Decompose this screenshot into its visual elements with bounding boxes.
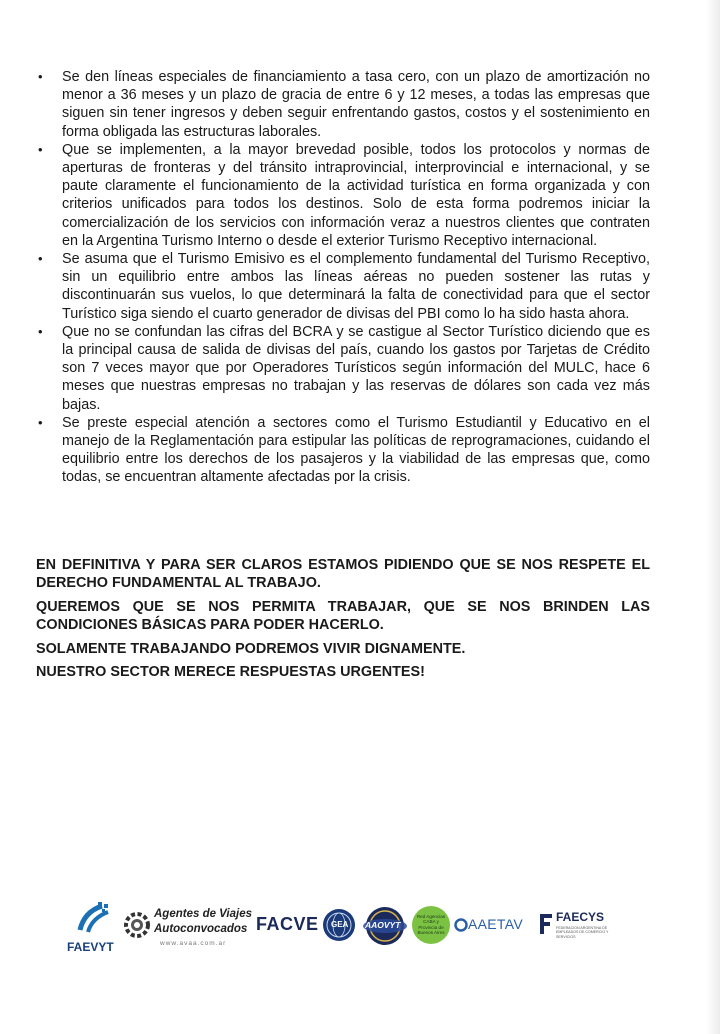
faecys-subtitle: FEDERACION ARGENTINA DE EMPLEADOS DE COMERCIO Y SERVICIOS — [556, 926, 609, 939]
aaetav-logo — [454, 916, 534, 938]
agentes-line1: Agentes de Viajes — [154, 908, 253, 920]
bullet-dot: • — [38, 323, 43, 339]
closing-line: QUEREMOS QUE SE NOS PERMITA TRABAJAR, QUE SE NOS BRINDEN LAS CONDICIONES BÁSICAS PARA PODER HACERLO. — [36, 598, 650, 634]
bullet-text: Se asuma que el Turismo Emisivo es el complemento fundamental del Turismo Receptivo, sin un equilibrio entre ambos las líneas aéreas no pueden sostener las rutas y discontinuarán sus vuelos, lo que determinará la falta de conectividad para que el sector Turístico siga siendo el cuarto generador de divisas del PBI como lo ha sido hasta ahora. — [62, 251, 650, 322]
bullet-item — [36, 250, 650, 323]
faecys-emblem-icon — [536, 912, 556, 936]
closing-line: EN DEFINITIVA Y PARA SER CLAROS ESTAMOS PIDIENDO QUE SE NOS RESPETE EL DERECHO FUNDAMENTAL AL TRABAJO. — [36, 557, 650, 592]
faecys-logo — [536, 910, 632, 950]
gea-label: GEA — [331, 920, 349, 929]
gea-logo — [322, 908, 356, 942]
faevyt-emblem-icon — [62, 900, 118, 940]
faevyt-label: FAEVYT — [67, 940, 114, 954]
bullet-item — [36, 414, 650, 487]
facve-logo — [256, 914, 320, 938]
agentes-autoconvocados-logo — [122, 906, 254, 956]
red-agencias-logo — [412, 906, 450, 944]
closing-line: NUESTRO SECTOR MERECE RESPUESTAS URGENTES! — [36, 664, 425, 681]
aaovyt-logo — [362, 906, 408, 946]
bullet-item — [36, 141, 650, 250]
bullet-dot: • — [38, 414, 43, 430]
faevyt-logo — [62, 900, 118, 956]
bullet-text: Se den líneas especiales de financiamiento a tasa cero, con un plazo de amortización no menor a 36 meses y un plazo de gracia de entre 6 y 12 meses, a todas las empresas que siguen sin tener ingresos y deben seguir enfrentando gastos, costos y el sostenimiento en forma obligada las estructuras laborales. — [62, 69, 650, 140]
bullet-text: Se preste especial atención a sectores como el Turismo Estudiantil y Educativo en el manejo de la Reglamentación para estipular las políticas de reprogramaciones, cuidando el equilibrio entre los derechos de los pasajeros y la viabilidad de las empresas que, como todas, se encuentran altamente afectadas por la crisis. — [62, 414, 650, 486]
agentes-url: www.avaa.com.ar — [160, 940, 227, 947]
bullet-item — [36, 68, 650, 141]
page-edge-shadow — [706, 0, 720, 1034]
aaovyt-label: AAOVYT — [365, 920, 401, 930]
bullet-dot: • — [38, 141, 43, 157]
closing-statements — [36, 556, 650, 686]
aaetav-label: AAETAV — [468, 916, 523, 932]
bullet-dot: • — [38, 251, 43, 267]
bullet-item — [36, 323, 650, 414]
gear-icon — [122, 910, 152, 940]
bullet-list — [36, 68, 650, 487]
aaetav-ring-icon — [454, 918, 468, 932]
agentes-line2: Autoconvocados — [154, 923, 248, 935]
sponsor-logos — [62, 898, 632, 958]
closing-line: SOLAMENTE TRABAJANDO PODREMOS VIVIR DIGNAMENTE. — [36, 640, 466, 657]
bullet-text: Que no se confundan las cifras del BCRA y se castigue al Sector Turístico diciendo que es la principal causa de salida de divisas del país, cuando los gastos por Tarjetas de Crédito son 7 veces mayor que por Operadores Turísticos según información del MULC, hace 6 meses que nuestras empresas no trabajan y las reservas de dólares son cada vez más bajas. — [62, 323, 650, 413]
red-agencias-label: Red Agencias CABA y Provincia de Buenos Aires — [416, 914, 446, 936]
bullet-dot: • — [38, 69, 43, 84]
faecys-label: FAECYS — [556, 910, 605, 924]
facve-label: FACVE — [256, 914, 319, 934]
bullet-text: Que se implementen, a la mayor brevedad posible, todos los protocolos y normas de aperturas de fronteras y del tránsito intraprovincial, interprovincial e internacional, y se paute claramente el funcionamiento de la actividad turística en forma organizada y con criterios unificados para todos los destinos. Solo de esta forma podremos iniciar la comercialización de los servicios con información veraz a nuestros clientes que contraten en la Argentina Turismo Interno o desde el exterior Turismo Receptivo internacional. — [62, 141, 650, 249]
